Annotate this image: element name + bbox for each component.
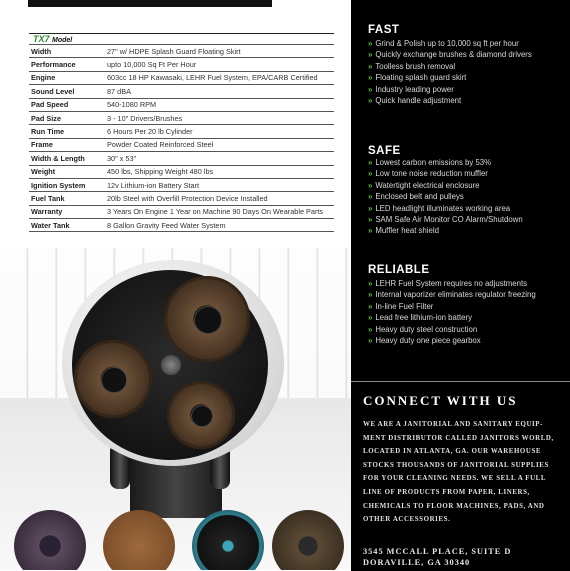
chevron-icon: »: [368, 73, 373, 83]
connect-body-line: WE ARE A JANITORIAL AND SANITARY EQUIP-: [363, 421, 544, 428]
spec-value: 3 Years On Engine 1 Year on Machine 90 Days On Wearable Parts: [106, 205, 334, 218]
feature-item: [368, 278, 536, 289]
spec-key: Engine: [29, 71, 106, 84]
chevron-icon: »: [368, 336, 373, 346]
feature-item: [368, 49, 532, 60]
spec-row: [29, 98, 334, 111]
model-code: TX7: [33, 34, 50, 44]
chevron-icon: »: [368, 290, 373, 300]
feature-item: [368, 312, 536, 323]
spec-key: Sound Level: [29, 85, 106, 98]
feature-item: [368, 84, 532, 95]
list-safe: [368, 157, 523, 237]
feature-text: Toolless brush removal: [375, 61, 456, 71]
spec-row: [29, 205, 334, 218]
feature-item: [368, 214, 523, 225]
connect-body-line: CHEMICALS TO FLOOR MACHINES, PADS, AND: [363, 502, 545, 510]
feature-text: LED headlight illuminates working area: [375, 203, 511, 213]
brush-hub: [101, 367, 126, 392]
spec-rows: [29, 45, 334, 232]
spec-row: [29, 45, 334, 58]
feature-item: [368, 157, 523, 168]
feature-text: Floating splash guard skirt: [375, 73, 467, 83]
spec-row: [29, 152, 334, 165]
product-photo: [0, 248, 351, 570]
chevron-icon: »: [368, 84, 373, 94]
feature-text: Lowest carbon emissions by 53%: [375, 158, 492, 167]
brush-bottom: [167, 381, 235, 449]
feature-item: [368, 180, 523, 191]
chevron-icon: »: [368, 39, 373, 48]
feature-text: In-line Fuel Filter: [375, 301, 434, 311]
chevron-icon: »: [368, 203, 373, 213]
spec-row: [29, 111, 334, 124]
chevron-icon: »: [368, 226, 373, 236]
feature-item: [368, 61, 532, 72]
feature-item: [368, 38, 532, 49]
feature-text: LEHR Fuel System requires no adjustments: [375, 279, 528, 288]
spec-row: [29, 178, 334, 191]
spec-key: Width: [29, 45, 106, 58]
feature-text: SAM Safe Air Monitor CO Alarm/Shutdown: [375, 215, 523, 225]
brush-hub: [191, 405, 213, 427]
spec-value: upto 10,000 Sq Ft Per Hour: [106, 58, 334, 71]
spec-key: Pad Size: [29, 111, 106, 124]
spec-value: 603cc 18 HP Kawasaki, LEHR Fuel System, EPA/CARB Certified: [106, 71, 334, 84]
spec-row: [29, 58, 334, 71]
connect-body-line: STOCKS THOUSANDS OF JANITORIAL SUPPLIES: [363, 461, 549, 469]
spec-key: Width & Length: [29, 152, 106, 165]
spec-value: 8 Gallon Gravity Feed Water System: [106, 219, 334, 232]
spec-key: Warranty: [29, 205, 106, 218]
feature-text: Internal vaporizer eliminates regulator freezing: [375, 290, 536, 300]
connect-body-line: MENT DISTRIBUTOR CALLED JANITORS WORLD,: [363, 434, 554, 442]
brush-left: [74, 340, 152, 418]
spec-row: [29, 85, 334, 98]
spec-value: 87 dBA: [106, 85, 334, 98]
chevron-icon: »: [368, 313, 373, 323]
address-line-1: 3545 MCCALL PLACE, SUITE D: [363, 547, 512, 556]
spec-row: [29, 219, 334, 232]
spec-key: Performance: [29, 58, 106, 71]
section-title-reliable: RELIABLE: [368, 264, 430, 276]
chevron-icon: »: [368, 158, 373, 167]
brush-top-right: [164, 276, 250, 362]
spec-key: Weight: [29, 165, 106, 178]
feature-text: Muffler heat shield: [375, 226, 439, 236]
feature-item: [368, 225, 523, 236]
features-panel: [351, 0, 570, 570]
section-title-safe: SAFE: [368, 145, 401, 157]
model-label: Model: [52, 37, 73, 44]
spec-value: 30" x 53": [106, 152, 334, 165]
feature-text: Low tone noise reduction muffler: [375, 169, 488, 179]
feature-item: [368, 191, 523, 202]
spec-key: Ignition System: [29, 178, 106, 191]
feature-item: [368, 72, 532, 83]
feature-text: Industry leading power: [375, 84, 454, 94]
chevron-icon: »: [368, 215, 373, 225]
spec-value: 6 Hours Per 20 lb Cylinder: [106, 125, 334, 138]
chevron-icon: »: [368, 301, 373, 311]
feature-text: Lead free lithium-ion battery: [375, 313, 472, 323]
address-line-2: DORAVILLE, GA 30340: [363, 558, 471, 567]
feature-item: [368, 95, 532, 106]
spec-value: 20lb Steel with Overfill Protection Device Installed: [106, 192, 334, 205]
spec-key: Pad Speed: [29, 98, 106, 111]
feature-text: Heavy duty one piece gearbox: [375, 336, 481, 346]
connect-body-line: FOR YOUR CLEANING NEEDS. WE SELL A FULL: [363, 475, 547, 483]
center-hub: [161, 355, 181, 375]
feature-text: Quickly exchange brushes & diamond drivers: [375, 50, 532, 60]
list-reliable: [368, 278, 536, 346]
spec-table-header: [29, 34, 334, 45]
connect-body-line: LINE OF PRODUCTS FROM PAPER, LINERS,: [363, 488, 530, 496]
top-rule: [28, 0, 272, 7]
feature-text: Enclosed belt and pulleys: [375, 192, 464, 202]
connect-body-line: LOCATED IN ATLANTA, GA. OUR WAREHOUSE: [363, 448, 542, 456]
chevron-icon: »: [368, 192, 373, 202]
spec-row: [29, 71, 334, 84]
feature-text: Watertight electrical enclosure: [375, 180, 480, 190]
feature-item: [368, 168, 523, 179]
feature-text: Heavy duty steel construction: [375, 324, 478, 334]
spec-value: 540-1080 RPM: [106, 98, 334, 111]
chevron-icon: »: [368, 324, 373, 334]
feature-text: Quick handle adjustment: [375, 96, 462, 106]
feature-item: [368, 203, 523, 214]
connect-title: CONNECT WITH US: [363, 393, 518, 408]
feature-item: [368, 289, 536, 300]
feature-item: [368, 301, 536, 312]
chevron-icon: »: [368, 50, 373, 60]
feature-text: Grind & Polish up to 10,000 sq ft per hour: [375, 39, 519, 48]
spec-key: Fuel Tank: [29, 192, 106, 205]
spec-key: Run Time: [29, 125, 106, 138]
spec-value: 450 lbs, Shipping Weight 480 lbs: [106, 165, 334, 178]
spec-value: 27" w/ HDPE Splash Guard Floating Skirt: [106, 45, 334, 58]
chevron-icon: »: [368, 180, 373, 190]
list-fast: [368, 38, 532, 106]
feature-item: [368, 335, 536, 346]
spec-key: Frame: [29, 138, 106, 151]
spec-table: [29, 33, 334, 232]
chevron-icon: »: [368, 96, 373, 106]
spec-value: Powder Coated Reinforced Steel: [106, 138, 334, 151]
connect-block: [351, 381, 570, 571]
feature-item: [368, 324, 536, 335]
connect-body-line: OTHER ACCESSORIES.: [363, 516, 451, 524]
chevron-icon: »: [368, 61, 373, 71]
spec-row: [29, 165, 334, 178]
spec-value: 3 - 10" Drivers/Brushes: [106, 111, 334, 124]
section-title-fast: FAST: [368, 24, 400, 36]
chevron-icon: »: [368, 279, 373, 288]
spec-row: [29, 138, 334, 151]
connect-body: [363, 418, 563, 527]
spec-value: 12v Lithium-ion Battery Start: [106, 178, 334, 191]
chevron-icon: »: [368, 169, 373, 179]
brush-hub: [194, 306, 222, 334]
spec-row: [29, 125, 334, 138]
spec-row: [29, 192, 334, 205]
spec-key: Water Tank: [29, 219, 106, 232]
